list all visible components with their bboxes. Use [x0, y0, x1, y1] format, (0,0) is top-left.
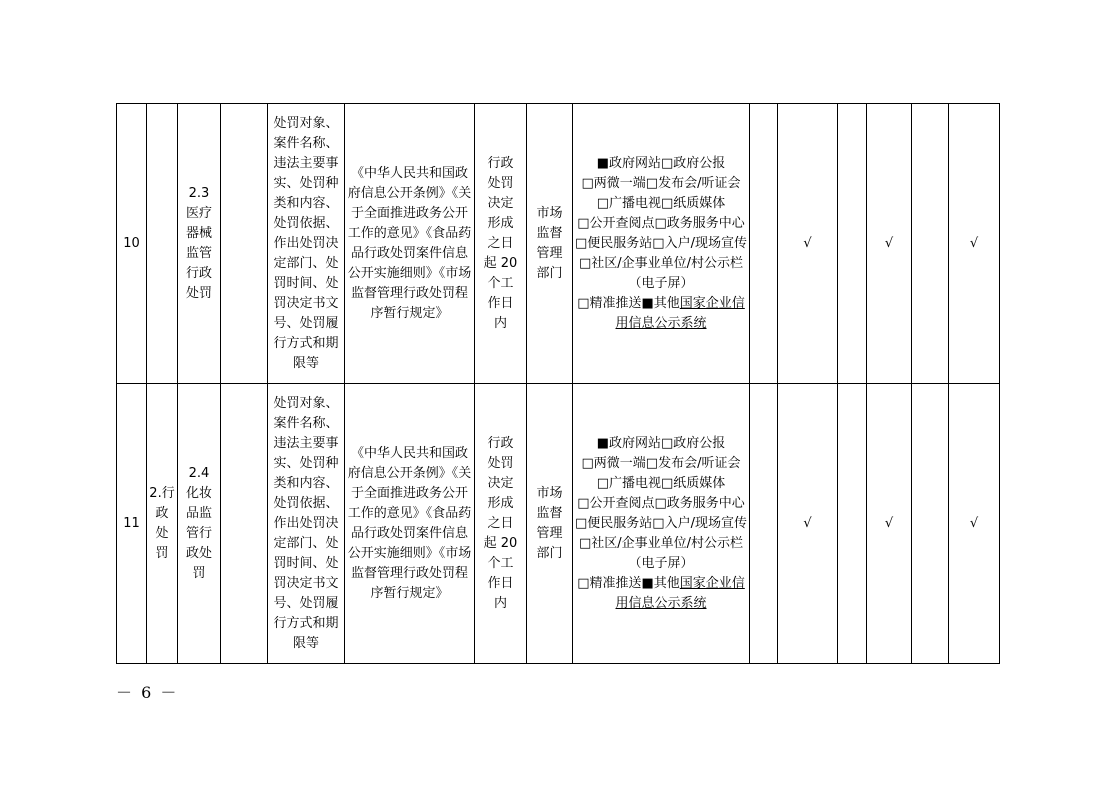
text-line: 品监	[185, 505, 212, 521]
subitem-cell	[221, 104, 268, 384]
text-line: 之日	[487, 235, 514, 251]
item-cell	[178, 104, 221, 384]
check-cell: √	[867, 104, 912, 384]
text-line: 部门	[536, 265, 563, 281]
check-cell	[912, 104, 949, 384]
check-cell	[750, 384, 778, 664]
text-line: 处	[155, 525, 169, 541]
channel-option: □两微一端□发布会/听证会	[581, 455, 741, 471]
text-line: 政处	[185, 545, 212, 561]
channel-option: □便民服务站□入户/现场宣传	[575, 235, 747, 251]
text-line: 起 20	[483, 255, 518, 271]
text-line: 形成	[487, 495, 514, 511]
text-line: 医疗	[185, 205, 212, 221]
channel-option: □社区/企事业单位/村公示栏（电子屏）	[578, 255, 744, 291]
channel-option: □公开查阅点□政务服务中心	[577, 495, 745, 511]
channel-option	[573, 294, 749, 334]
text-line: 行政	[185, 265, 212, 281]
text-line: 监管	[185, 245, 212, 261]
text-line: 政	[155, 505, 169, 521]
text-line: 作日	[487, 295, 514, 311]
disclosure-time	[475, 384, 527, 664]
text-line: 行政	[487, 435, 514, 451]
channel-option: ■政府网站□政府公报	[596, 155, 726, 171]
text-line: 处罚	[487, 175, 514, 191]
channel-option: ■政府网站□政府公报	[596, 435, 726, 451]
disclosure-department	[527, 104, 573, 384]
text-line: 管行	[185, 525, 212, 541]
channel-option: □广播电视□纸质媒体	[596, 475, 726, 491]
text-line: 监督	[536, 505, 563, 521]
page-number: － 6 －	[116, 683, 179, 702]
disclosure-time	[475, 104, 527, 384]
text-line: 2.4	[188, 465, 210, 481]
disclosure-table	[116, 103, 1000, 664]
check-cell: √	[867, 384, 912, 664]
disclosure-basis: 《中华人民共和国政府信息公开条例》《关于全面推进政务公开工作的意见》《食品药品行政处罚案件信息公开实施细则》《市场监督管理行政处罚程序暂行规定》	[345, 384, 475, 664]
disclosure-basis: 《中华人民共和国政府信息公开条例》《关于全面推进政务公开工作的意见》《食品药品行政处罚案件信息公开实施细则》《市场监督管理行政处罚程序暂行规定》	[345, 104, 475, 384]
channel-option: □两微一端□发布会/听证会	[581, 175, 741, 191]
text-line: 罚	[155, 545, 169, 561]
disclosure-channels	[573, 384, 750, 664]
check-cell: √	[778, 384, 838, 664]
check-cell: √	[778, 104, 838, 384]
check-cell	[838, 384, 867, 664]
disclosure-channels	[573, 104, 750, 384]
text-line: 化妆	[185, 485, 212, 501]
table-row	[117, 104, 1000, 384]
text-line: 器械	[185, 225, 212, 241]
text-line: 2.3	[188, 185, 210, 201]
disclosure-content: 处罚对象、案件名称、违法主要事实、处罚种类和内容、处罚依据、作出处罚决定部门、处罚时间、处罚决定书文号、处罚履行方式和期限等	[268, 384, 345, 664]
text-line: 管理	[536, 525, 563, 541]
text-line: 行政	[487, 155, 514, 171]
channel-prefix: □精准推送■其他	[577, 295, 680, 311]
text-line: 决定	[487, 475, 514, 491]
channel-other-system: 国家企业信用信息公示系统	[615, 295, 745, 331]
check-cell	[838, 104, 867, 384]
text-line: 之日	[487, 515, 514, 531]
check-cell	[750, 104, 778, 384]
text-line: 市场	[536, 485, 563, 501]
disclosure-department	[527, 384, 573, 664]
channel-prefix: □精准推送■其他	[577, 575, 680, 591]
text-line: 监督	[536, 225, 563, 241]
text-line: 内	[493, 315, 507, 331]
text-line: 个工	[487, 275, 514, 291]
text-line: 2.行	[149, 485, 175, 501]
subitem-cell	[221, 384, 268, 664]
category-cell	[147, 104, 178, 384]
item-cell	[178, 384, 221, 664]
text-line: 市场	[536, 205, 563, 221]
channel-option: □广播电视□纸质媒体	[596, 195, 726, 211]
category-cell	[147, 384, 178, 664]
text-line: 个工	[487, 555, 514, 571]
channel-option: □便民服务站□入户/现场宣传	[575, 515, 747, 531]
channel-other-system: 国家企业信用信息公示系统	[615, 575, 745, 611]
check-cell	[912, 384, 949, 664]
disclosure-content: 处罚对象、案件名称、违法主要事实、处罚种类和内容、处罚依据、作出处罚决定部门、处罚时间、处罚决定书文号、处罚履行方式和期限等	[268, 104, 345, 384]
text-line: 决定	[487, 195, 514, 211]
channel-option: □社区/企事业单位/村公示栏（电子屏）	[578, 535, 744, 571]
row-number: 10	[117, 104, 147, 384]
check-cell: √	[949, 104, 1000, 384]
row-number: 11	[117, 384, 147, 664]
text-line: 起 20	[483, 535, 518, 551]
text-line: 形成	[487, 215, 514, 231]
channel-option: □公开查阅点□政务服务中心	[577, 215, 745, 231]
text-line: 作日	[487, 575, 514, 591]
text-line: 部门	[536, 545, 563, 561]
text-line: 处罚	[487, 455, 514, 471]
text-line: 内	[493, 595, 507, 611]
text-line: 管理	[536, 245, 563, 261]
text-line: 罚	[192, 565, 206, 581]
check-cell: √	[949, 384, 1000, 664]
channel-option	[573, 574, 749, 614]
text-line: 处罚	[185, 285, 212, 301]
table-row	[117, 384, 1000, 664]
